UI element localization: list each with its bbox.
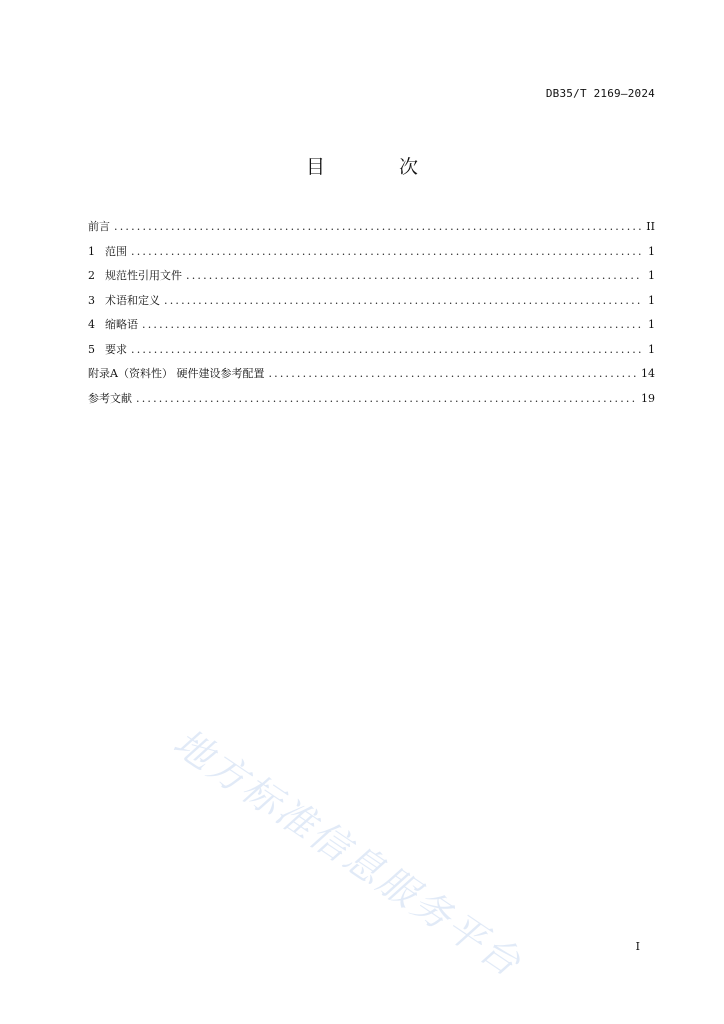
document-code: DB35/T 2169—2024 xyxy=(545,87,655,100)
toc-leader-dots xyxy=(142,318,641,331)
toc-entry-number: 3 xyxy=(88,293,95,307)
toc-leader-dots xyxy=(114,220,641,233)
toc-entry-abbreviations[interactable] xyxy=(88,316,655,341)
toc-leader-dots xyxy=(136,392,637,405)
toc-entry-page: 14 xyxy=(641,367,655,380)
toc-entry-requirements[interactable] xyxy=(88,341,655,366)
toc-leader-dots xyxy=(164,294,641,307)
toc-entry-label: 规范性引用文件 xyxy=(105,269,182,282)
toc-entry-number: 2 xyxy=(88,269,95,282)
toc-entry-page: 19 xyxy=(641,391,655,405)
watermark: 地方标准信息服务平台 xyxy=(165,720,531,986)
toc-entry-scope[interactable] xyxy=(88,243,655,268)
toc-entry-page: 1 xyxy=(648,269,655,282)
toc-entry-page: 1 xyxy=(648,244,655,258)
toc-entry-foreword[interactable] xyxy=(88,218,655,243)
toc-entry-bibliography[interactable] xyxy=(88,390,655,415)
toc-entry-number: 4 xyxy=(88,318,95,331)
toc-entry-page: II xyxy=(646,220,655,233)
toc-entry-terms-definitions[interactable] xyxy=(88,292,655,317)
toc-entry-label: 范围 xyxy=(105,244,127,258)
toc-entry-appendix-a[interactable] xyxy=(88,365,655,390)
toc-leader-dots xyxy=(268,367,637,380)
page-number: I xyxy=(635,940,640,953)
toc-leader-dots xyxy=(186,269,641,282)
toc-entry-page: 1 xyxy=(648,342,655,356)
table-of-contents xyxy=(88,218,655,414)
toc-entry-number: 1 xyxy=(88,244,95,258)
toc-entry-number: 5 xyxy=(88,342,95,356)
toc-entry-normative-references[interactable] xyxy=(88,267,655,292)
toc-entry-label: 缩略语 xyxy=(105,318,138,331)
toc-entry-label: 参考文献 xyxy=(88,391,132,405)
toc-entry-label: 附录A（资料性） 硬件建设参考配置 xyxy=(88,367,265,380)
toc-leader-dots xyxy=(131,343,641,356)
toc-leader-dots xyxy=(131,245,641,258)
toc-entry-label: 术语和定义 xyxy=(105,293,160,307)
toc-title: 目 次 xyxy=(305,156,453,178)
toc-entry-page: 1 xyxy=(648,318,655,331)
toc-entry-label: 要求 xyxy=(105,342,127,356)
toc-entry-label: 前言 xyxy=(88,220,110,233)
toc-entry-page: 1 xyxy=(648,293,655,307)
